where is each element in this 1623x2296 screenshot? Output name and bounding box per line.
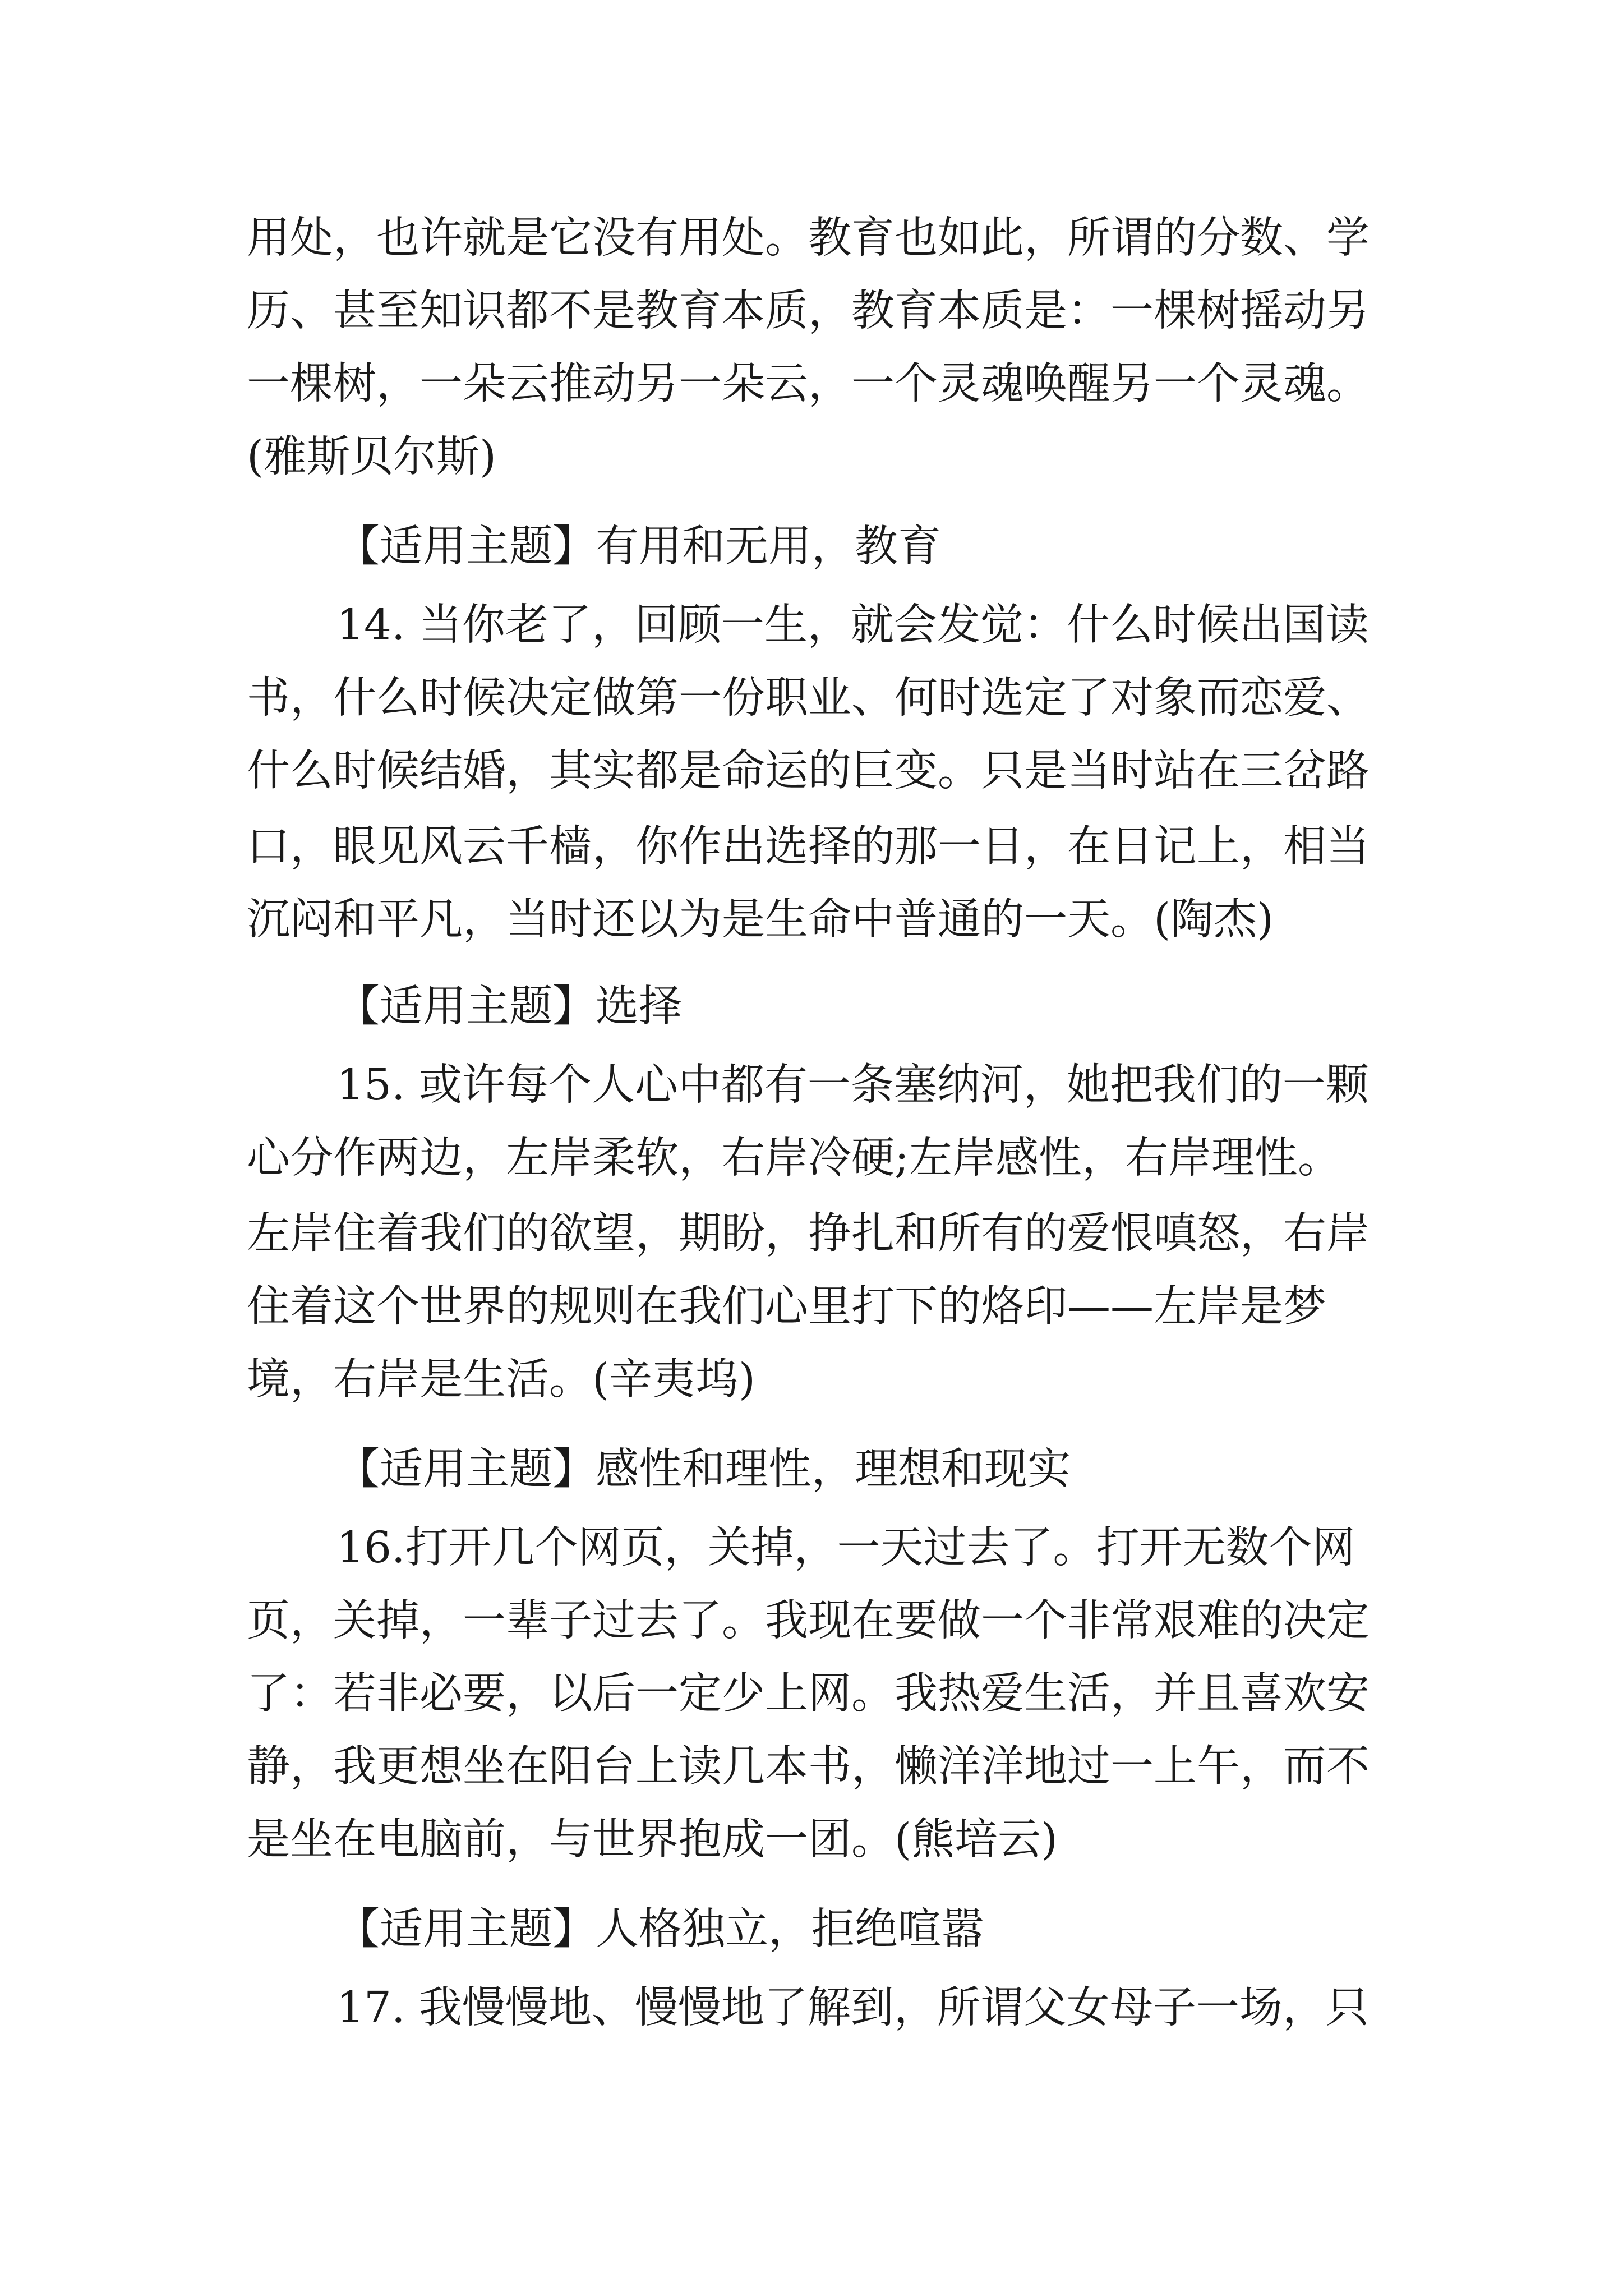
- text-line: 书，什么时候决定做第一份职业、何时选定了对象而恋爱、: [247, 673, 1370, 723]
- text-line: 沉闷和平凡，当时还以为是生命中普通的一天。(陶杰): [247, 895, 1274, 945]
- text-line: 左岸住着我们的欲望，期盼，挣扎和所有的爱恨嗔怒，右岸: [247, 1209, 1370, 1259]
- text-line: 什么时候结婚，其实都是命运的巨变。只是当时站在三岔路: [247, 746, 1370, 796]
- quote-number-line: 16.打开几个网页，关掉，一天过去了。打开无数个网: [336, 1523, 1355, 1573]
- text-line: 是坐在电脑前，与世界抱成一团。(熊培云): [247, 1815, 1058, 1865]
- text-line: 静，我更想坐在阳台上读几本书，懒洋洋地过一上午，而不: [247, 1742, 1370, 1792]
- text-line: 历、甚至知识都不是教育本质，教育本质是：一棵树摇动另: [247, 286, 1370, 336]
- text-line: (雅斯贝尔斯): [247, 432, 497, 482]
- text-line: 住着这个世界的规则在我们心里打下的烙印——左岸是梦: [247, 1282, 1326, 1332]
- topic-label: 【适用主题】有用和无用，教育: [336, 522, 941, 572]
- quote-number-line: 15. 或许每个人心中都有一条塞纳河，她把我们的一颗: [336, 1060, 1369, 1110]
- text-line: 了：若非必要，以后一定少上网。我热爱生活，并且喜欢安: [247, 1669, 1370, 1719]
- text-line: 页，关掉，一辈子过去了。我现在要做一个非常艰难的决定: [247, 1596, 1370, 1646]
- quote-number-line: 14. 当你老了，回顾一生，就会发觉：什么时候出国读: [336, 600, 1369, 650]
- quote-number-line: 17. 我慢慢地、慢慢地了解到，所谓父女母子一场，只: [336, 1983, 1369, 2033]
- topic-label: 【适用主题】选择: [336, 982, 682, 1032]
- text-line: 一棵树，一朵云推动另一朵云，一个灵魂唤醒另一个灵魂。: [247, 359, 1370, 409]
- text-line: 心分作两边，左岸柔软，右岸冷硬;左岸感性，右岸理性。: [247, 1133, 1341, 1183]
- text-line: 用处，也许就是它没有用处。教育也如此，所谓的分数、学: [247, 213, 1370, 263]
- topic-label: 【适用主题】感性和理性，理想和现实: [336, 1444, 1071, 1494]
- text-line: 境，右岸是生活。(辛夷坞): [247, 1355, 756, 1405]
- text-line: 口，眼见风云千樯，你作出选择的那一日，在日记上，相当: [247, 822, 1370, 872]
- topic-label: 【适用主题】人格独立，拒绝喧嚣: [336, 1904, 984, 1954]
